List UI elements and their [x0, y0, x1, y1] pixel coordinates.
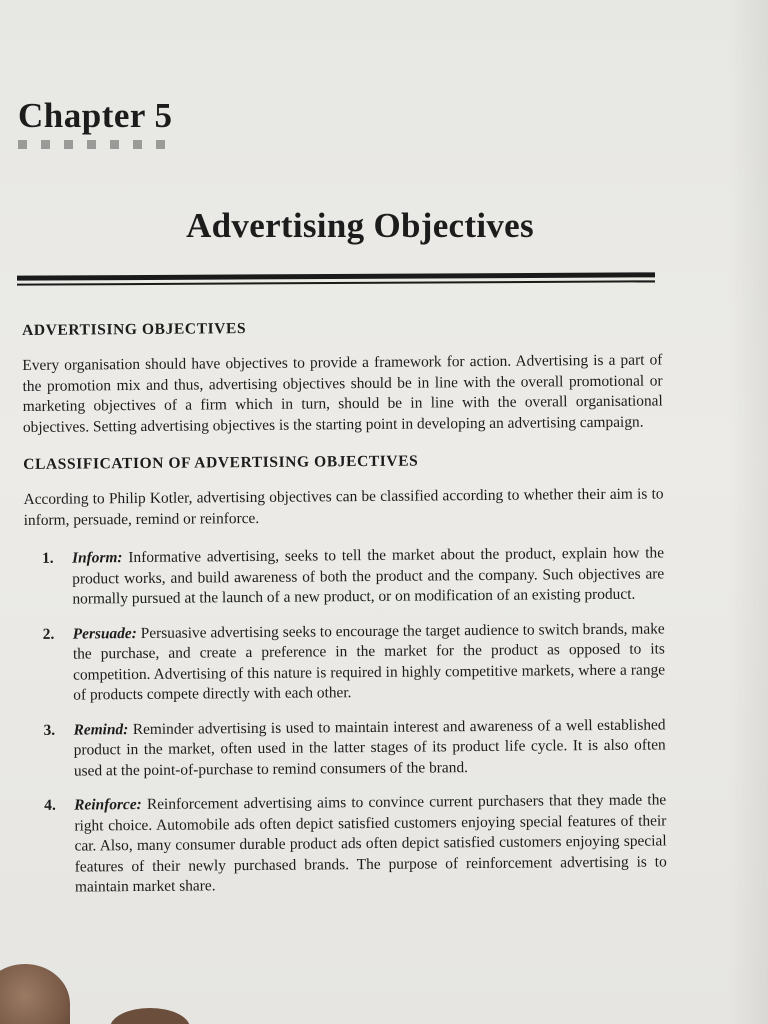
thumb-image — [0, 964, 70, 1024]
list-item-body — [73, 715, 666, 782]
decoration-square — [64, 140, 73, 149]
list-item — [26, 790, 667, 898]
chapter-content — [22, 316, 667, 912]
list-item-term: Remind: — [73, 720, 129, 739]
page-shadow — [728, 0, 768, 1024]
chapter-decoration — [18, 140, 165, 149]
list-item-text: Reinforcement advertising aims to convince current purchasers that they made the right choice. Automobile ads often depict satisfied customers enjoying special features of their car. Also, many consumer durable product ads often depict satisfied customers enjoying special features of their newly purchased brands. The purpose of reinforcement advertising is to maintain market share. — [74, 791, 667, 896]
section-heading-classification: CLASSIFICATION OF ADVERTISING OBJECTIVES — [23, 452, 419, 473]
finger-image — [110, 1008, 190, 1024]
section-paragraph-objectives: Every organisation should have objectives to provide a framework for action. Advertising is a part of the promotion mix and thus, advertising objectives should be in line with the overall promotional or marketing objectives of a firm which in turn, should be in line with the overall organisational objectives. Setting advertising objectives is the starting point in developing an advertising campaign. — [22, 351, 663, 436]
title-rule-thick — [17, 272, 655, 280]
list-item — [25, 715, 666, 782]
decoration-square — [110, 140, 119, 149]
list-item-number: 1. — [41, 549, 54, 567]
list-item-number: 3. — [43, 721, 56, 739]
list-item-text: Persuasive advertising seeks to encourage the target audience to switch brands, make the purchase, and create a preference in the market for the product as opposed to its competition. Advertising of this nature is required in highly competitive markets, where a range of products compete directly with each other. — [72, 619, 666, 704]
list-item-body — [72, 543, 665, 610]
decoration-square — [41, 140, 50, 149]
chapter-title: Advertising Objectives — [186, 206, 534, 245]
decoration-square — [156, 140, 165, 149]
decoration-square — [18, 140, 27, 149]
list-item — [25, 619, 666, 707]
list-item-number: 2. — [42, 625, 55, 643]
title-rule-thin — [17, 280, 655, 285]
objectives-list — [24, 543, 667, 898]
section-intro-classification: According to Philip Kotler, advertising objectives can be classified according to whether their aim is to inform, persuade, remind or reinforce. — [23, 485, 664, 529]
chapter-label: Chapter 5 — [18, 96, 173, 135]
section-heading-objectives: ADVERTISING OBJECTIVES — [22, 320, 247, 339]
list-item-number: 4. — [44, 796, 56, 814]
decoration-square — [133, 140, 142, 149]
list-item-body — [73, 619, 666, 706]
decoration-square — [87, 140, 96, 149]
list-item — [24, 543, 665, 610]
list-item-text: Reminder advertising is used to maintain interest and awareness of a well established product in the market, often used in the latter stages of its product life cycle. It is also often used at the point-of-purchase to remind consumers of the brand. — [73, 715, 666, 780]
list-item-term: Reinforce: — [74, 795, 142, 814]
list-item-term: Inform: — [71, 549, 123, 567]
list-item-text: Informative advertising, seeks to tell the market about the product, explain how the product works, and build awareness of both the product and the company. Such objectives are normally pursued at the launch of a new product, or on modification of an existing product. — [72, 544, 665, 608]
list-item-term: Persuade: — [72, 624, 137, 643]
list-item-body — [74, 790, 667, 898]
